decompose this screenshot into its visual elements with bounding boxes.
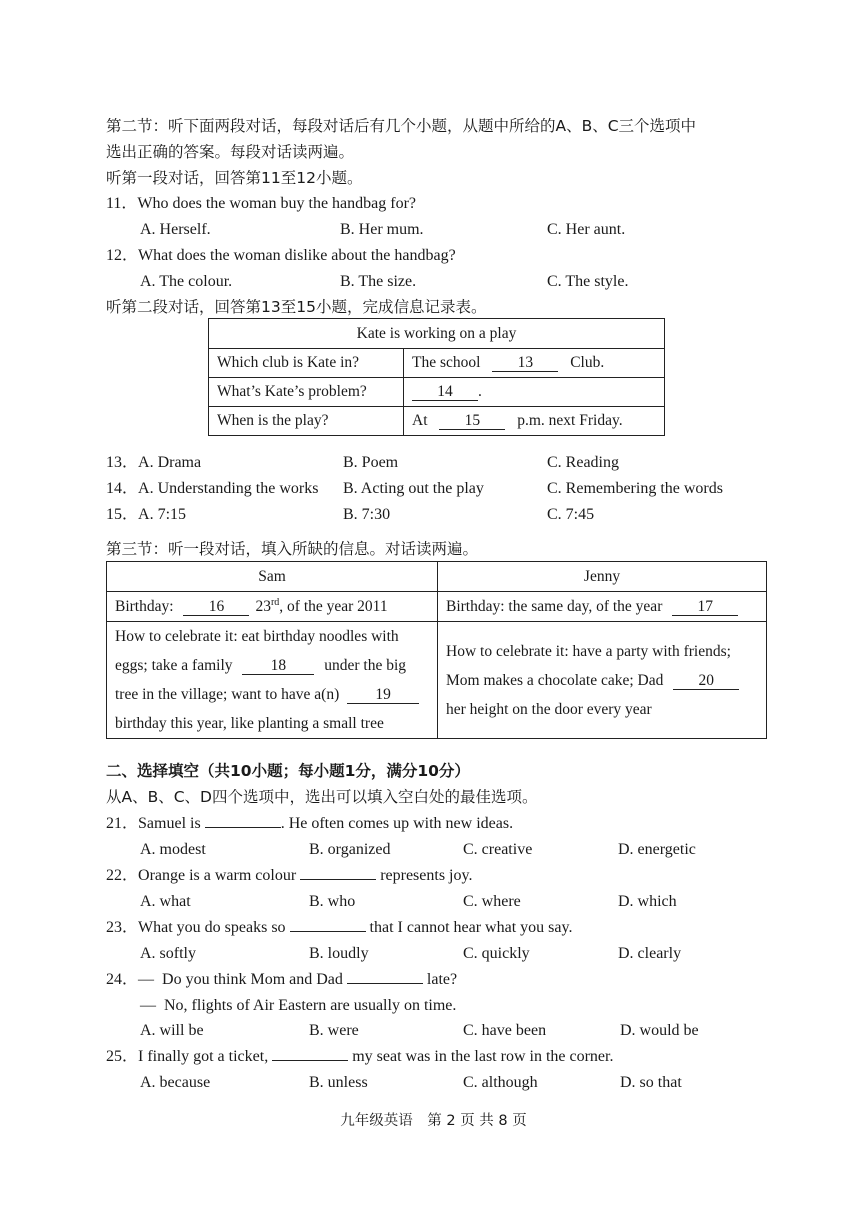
sam-birthday <box>107 592 438 622</box>
q24-option-b: B. were <box>309 1022 359 1039</box>
q25-option-d: D. so that <box>620 1074 682 1091</box>
q22-option-a: A. what <box>140 893 191 910</box>
birthday-text: Birthday: the same day, of the year <box>446 597 663 615</box>
q21-option-b: B. organized <box>309 841 391 858</box>
value-prefix: At <box>412 412 428 429</box>
question-number: 14． <box>106 480 139 497</box>
question-text: What does the woman dislike about the handbag? <box>138 247 456 264</box>
q24-option-c: C. have been <box>463 1022 547 1039</box>
blank-14[interactable]: 14 <box>412 383 478 401</box>
table-label-club: Which club is Kate in? <box>209 349 404 378</box>
sam-header: Sam <box>107 562 438 592</box>
blank-19[interactable]: 19 <box>347 686 419 704</box>
question-11 <box>106 194 416 214</box>
question-23 <box>106 918 572 938</box>
q11-option-c: C. Her aunt. <box>547 221 626 238</box>
jenny-birthday <box>438 592 767 622</box>
q13-option-a <box>106 453 201 473</box>
blank-20[interactable]: 20 <box>673 672 739 690</box>
q21-option-d: D. energetic <box>618 841 696 858</box>
value-suffix: Club. <box>570 354 605 371</box>
celebration-line <box>115 680 429 709</box>
question-text: my seat was in the last row in the corner. <box>352 1048 614 1065</box>
section2-heading-line2: 选出正确的答案。每段对话读两遍。 <box>106 143 355 161</box>
question-number: 12． <box>106 247 139 264</box>
table-value-time <box>404 407 665 436</box>
ordinal-suffix: rd <box>270 596 280 608</box>
birthday-table <box>106 561 767 739</box>
option-text: A. Drama <box>138 454 202 471</box>
question-text: Samuel is <box>138 815 201 832</box>
q23-option-b: B. loudly <box>309 945 369 962</box>
question-25 <box>106 1047 613 1067</box>
q12-option-a: A. The colour. <box>140 273 233 290</box>
birthday-year: , of the year 2011 <box>279 597 388 615</box>
dialogue1-intro: 听第一段对话，回答第11至12小题。 <box>106 169 363 187</box>
answer-blank[interactable] <box>290 931 366 932</box>
q25-option-c: C. although <box>463 1074 538 1091</box>
question-text: that I cannot hear what you say. <box>369 919 573 936</box>
question-24-reply <box>140 996 456 1016</box>
q24-option-d: D. would be <box>620 1022 699 1039</box>
q21-option-c: C. creative <box>463 841 533 858</box>
question-text: I finally got a ticket, <box>138 1048 269 1065</box>
dialogue-dash: — <box>138 971 155 988</box>
line-text: eggs; take a family <box>115 657 233 674</box>
line-text: Mom makes a chocolate cake; Dad <box>446 671 664 689</box>
page-footer: 九年级英语 第 2 页 共 8 页 <box>340 1113 527 1129</box>
question-24 <box>106 970 457 990</box>
question-number: 15． <box>106 506 139 523</box>
jenny-header: Jenny <box>438 562 767 592</box>
option-text: A. Understanding the works <box>138 480 319 497</box>
q11-option-a: A. Herself. <box>140 221 211 238</box>
question-number: 13． <box>106 454 139 471</box>
q22-option-d: D. which <box>618 893 677 910</box>
table-value-club <box>404 349 665 378</box>
blank-15[interactable]: 15 <box>439 412 505 430</box>
value-suffix: p.m. next Friday. <box>517 412 623 429</box>
line-text: under the big <box>324 657 407 674</box>
answer-blank[interactable] <box>300 879 376 880</box>
sam-celebration <box>107 622 438 739</box>
question-number: 11． <box>106 195 138 212</box>
q12-option-b: B. The size. <box>340 273 417 290</box>
question-21 <box>106 814 513 834</box>
answer-blank[interactable] <box>205 827 281 828</box>
question-text: What you do speaks so <box>138 919 286 936</box>
q14-option-c: C. Remembering the words <box>547 480 723 497</box>
question-text: Orange is a warm colour <box>138 867 297 884</box>
jenny-celebration <box>438 622 767 739</box>
table-label-problem: What’s Kate’s problem? <box>209 378 404 407</box>
line-text: tree in the village; want to have a(n) <box>115 686 340 703</box>
q23-option-d: D. clearly <box>618 945 682 962</box>
q13-option-b: B. Poem <box>343 454 399 471</box>
q14-option-b: B. Acting out the play <box>343 480 484 497</box>
celebration-line: How to celebrate it: have a party with friends; <box>446 642 731 660</box>
option-text: A. 7:15 <box>138 506 187 523</box>
question-text: Do you think Mom and Dad <box>162 971 343 988</box>
question-number: 22． <box>106 867 139 884</box>
section2-heading-line1: 第二节：听下面两段对话，每段对话后有几个小题，从题中所给的A、B、C三个选项中 <box>106 117 697 135</box>
blank-17[interactable]: 17 <box>672 598 738 616</box>
blank-16[interactable]: 16 <box>183 598 249 616</box>
q24-option-a: A. will be <box>140 1022 204 1039</box>
table-title: Kate is working on a play <box>209 319 665 349</box>
question-text: Who does the woman buy the handbag for? <box>137 195 417 212</box>
answer-blank[interactable] <box>347 983 423 984</box>
value-suffix: . <box>478 383 482 400</box>
q15-option-a <box>106 505 186 525</box>
blank-18[interactable]: 18 <box>242 657 314 675</box>
part2-instruction: 从A、B、C、D四个选项中，选出可以填入空白处的最佳选项。 <box>106 788 538 806</box>
reply-text: No, flights of Air Eastern are usually on time. <box>164 997 457 1014</box>
value-prefix: The school <box>412 354 481 371</box>
blank-13[interactable]: 13 <box>492 354 558 372</box>
table-label-time: When is the play? <box>209 407 404 436</box>
question-text: . He often comes up with new ideas. <box>280 815 514 832</box>
q22-option-b: B. who <box>309 893 356 910</box>
question-number: 24． <box>106 971 139 988</box>
q22-option-c: C. where <box>463 893 521 910</box>
celebration-line <box>115 651 429 680</box>
question-number: 25． <box>106 1048 139 1065</box>
question-22 <box>106 866 472 886</box>
question-number: 21． <box>106 815 139 832</box>
q25-option-a: A. because <box>140 1074 211 1091</box>
question-12 <box>106 246 456 266</box>
part2-heading: 二、选择填空（共10小题；每小题1分，满分10分） <box>106 762 470 780</box>
kate-info-table <box>208 318 665 436</box>
question-text: late? <box>426 971 458 988</box>
q11-option-b: B. Her mum. <box>340 221 424 238</box>
table-value-problem <box>404 378 665 407</box>
question-number: 23． <box>106 919 139 936</box>
q23-option-c: C. quickly <box>463 945 530 962</box>
dialogue2-intro: 听第二段对话，回答第13至15小题，完成信息记录表。 <box>106 298 487 316</box>
answer-blank[interactable] <box>272 1060 348 1061</box>
q13-option-c: C. Reading <box>547 454 619 471</box>
section3-heading: 第三节：听一段对话，填入所缺的信息。对话读两遍。 <box>106 540 479 558</box>
celebration-line: birthday this year, like planting a small tree <box>115 715 384 732</box>
question-text: represents joy. <box>380 867 473 884</box>
q21-option-a: A. modest <box>140 841 206 858</box>
q15-option-c: C. 7:45 <box>547 506 595 523</box>
celebration-line: her height on the door every year <box>446 700 652 718</box>
q25-option-b: B. unless <box>309 1074 368 1091</box>
q12-option-c: C. The style. <box>547 273 629 290</box>
dialogue-dash: — <box>140 997 156 1014</box>
celebration-line <box>446 666 758 695</box>
birthday-day: 23 <box>255 597 271 615</box>
birthday-label: Birthday: <box>115 597 174 615</box>
celebration-line: How to celebrate it: eat birthday noodles with <box>115 628 399 645</box>
q14-option-a <box>106 479 318 499</box>
q15-option-b: B. 7:30 <box>343 506 391 523</box>
q23-option-a: A. softly <box>140 945 196 962</box>
